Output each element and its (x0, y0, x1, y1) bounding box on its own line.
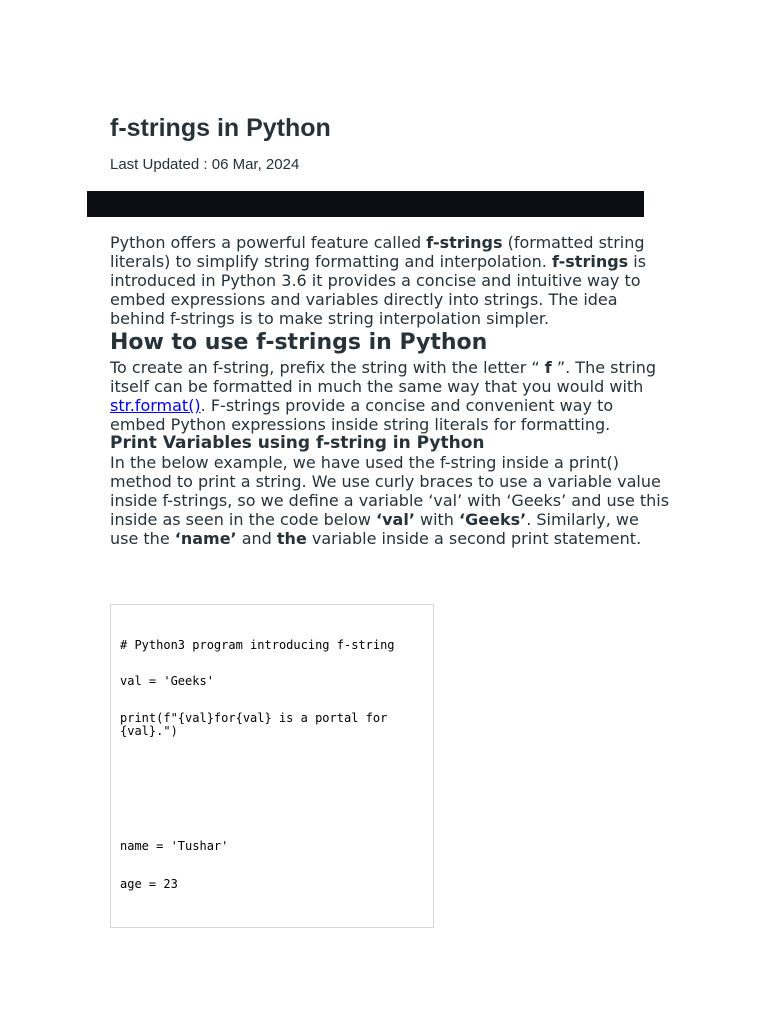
how-to-text-1: To create an f-string, prefix the string with the letter “ (110, 358, 545, 377)
print-bold-geeks: ‘Geeks’ (459, 510, 527, 529)
how-to-paragraph (110, 358, 670, 434)
print-bold-name: ‘name’ (174, 529, 237, 548)
intro-text-1: Python offers a powerful feature called (110, 233, 427, 252)
code-block[interactable] (110, 604, 434, 928)
banner-bar (87, 191, 644, 217)
print-text-1: In the below example, we have used the f-string inside a print() method to print a string. We use curly braces to use a variable value inside f-strings, so we define a variable ‘val’ with ‘Geeks’ and use this inside as seen in the code below (110, 453, 670, 529)
code-line-val: val = 'Geeks' (120, 674, 214, 688)
code-line-name: name = 'Tushar' (120, 839, 229, 853)
page-title: f-strings in Python (110, 114, 331, 142)
intro-text-3: is introduced in Python 3.6 it provides a concise and intuitive way to embed expressions and variables directly into strings. The idea behind f-strings is to make string interpolation simpler. (110, 252, 647, 328)
print-text-2: with (414, 510, 460, 529)
intro-bold-2: f-strings (551, 252, 629, 271)
last-updated-text: Last Updated : 06 Mar, 2024 (110, 156, 300, 173)
how-to-text-2: ”. The string itself can be formatted in much the same way that you would with (110, 358, 657, 396)
code-line-age: age = 23 (120, 877, 178, 891)
print-variables-paragraph (110, 453, 670, 548)
str-format-link[interactable]: str.format() (110, 396, 201, 415)
print-text-4: and (236, 529, 277, 548)
how-to-text-3: . F-strings provide a concise and convenient way to embed Python expressions inside string literals for formatting. (110, 396, 614, 434)
article-content (110, 233, 670, 548)
print-bold-val: ‘val’ (376, 510, 415, 529)
how-to-bold-f: f (544, 358, 552, 377)
code-line-comment: # Python3 program introducing f-string (120, 638, 395, 652)
section-heading-print-variables: Print Variables using f-string in Python (110, 433, 485, 453)
section-heading-how-to: How to use f-strings in Python (110, 330, 488, 355)
intro-paragraph (110, 233, 670, 328)
intro-text-2: (formatted string literals) to simplify string formatting and interpolation. (110, 233, 645, 271)
intro-bold-1: f-strings (426, 233, 503, 252)
print-text-5: variable inside a second print statement. (306, 529, 642, 548)
print-text-3: . Similarly, we use the (110, 510, 639, 548)
code-line-print: print(f"{val}for{val} is a portal for {val}.") (120, 711, 395, 738)
print-bold-the: the (276, 529, 307, 548)
